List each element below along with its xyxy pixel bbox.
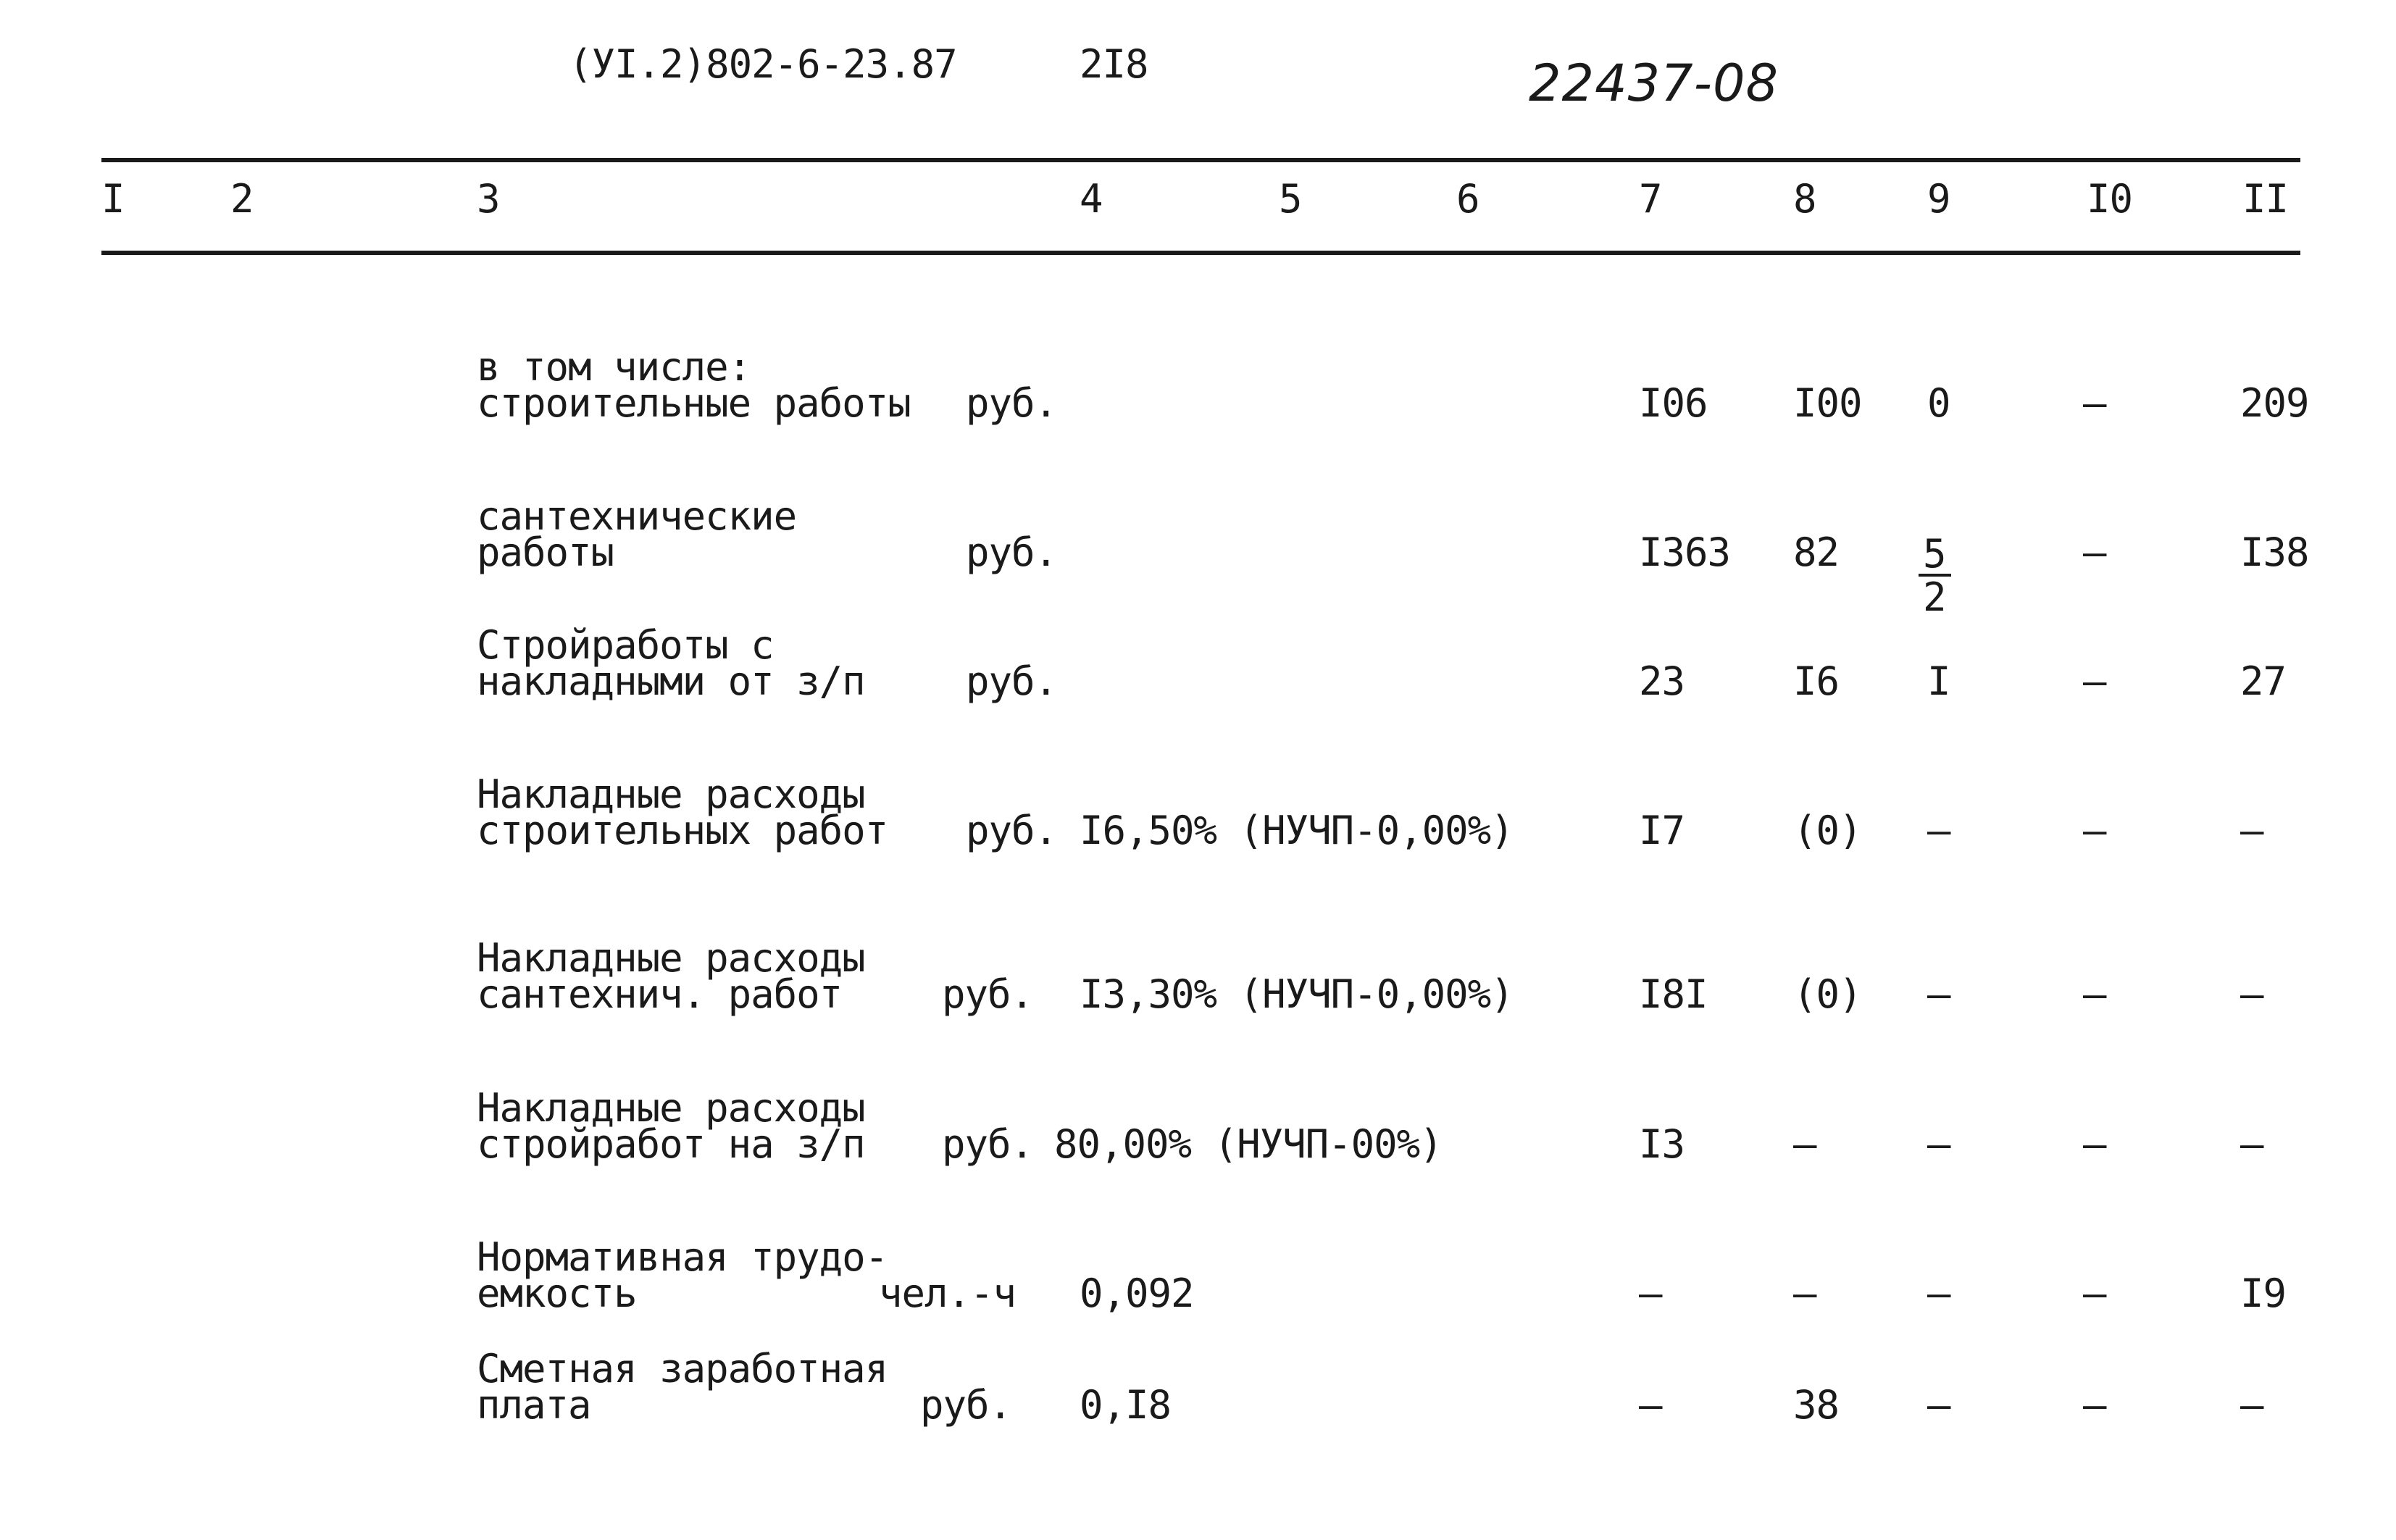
archive-number: 22437-08 — [1529, 54, 1779, 113]
row-rate: I3,30% (НУЧП-0,00%) — [1080, 971, 1514, 1017]
column-header-1: I — [101, 176, 125, 222]
table-top-rule — [101, 158, 2300, 162]
row-unit: руб. — [966, 530, 1058, 575]
row-unit: руб. — [966, 658, 1058, 704]
cell-col8: – — [1793, 1271, 1816, 1316]
row-unit: чел.-ч — [879, 1271, 1017, 1316]
cell-col8: (0) — [1793, 808, 1862, 853]
row-label-line-2: емкость — [477, 1271, 637, 1316]
row-label-line-1: Нормативная трудо- — [477, 1234, 888, 1280]
row-label-line-2: стройработ на з/п — [477, 1121, 865, 1167]
cell-col7: – — [1639, 1271, 1662, 1316]
row-rate: 0,I8 — [1080, 1382, 1172, 1428]
row-rate: I6,50% (НУЧП-0,00%) — [1080, 808, 1514, 853]
fraction-denominator: 2 — [1923, 574, 1947, 620]
cell-col11: – — [2240, 808, 2263, 853]
column-header-6: 6 — [1456, 176, 1479, 222]
cell-col11: – — [2240, 1382, 2263, 1428]
page-number: 2I8 — [1080, 41, 1148, 87]
row-label-line-2: строительных работ — [477, 808, 888, 853]
cell-col7: I3 — [1639, 1121, 1685, 1167]
column-header-11: II — [2242, 176, 2289, 222]
cell-col9: – — [1927, 1271, 1950, 1316]
column-header-8: 8 — [1793, 176, 1816, 222]
cell-col7: I06 — [1639, 380, 1708, 426]
cell-col10: – — [2083, 1121, 2106, 1167]
cell-col9: – — [1927, 1382, 1950, 1428]
column-header-10: I0 — [2087, 176, 2133, 222]
cell-col11: I9 — [2240, 1271, 2287, 1316]
cell-col8: 82 — [1793, 530, 1840, 575]
cell-col8: 38 — [1793, 1382, 1840, 1428]
row-label-line-1: Накладные расходы — [477, 771, 865, 817]
row-unit: руб. — [942, 1121, 1034, 1167]
fraction-numerator: 5 — [1919, 535, 1951, 577]
row-unit: руб. — [966, 380, 1058, 426]
cell-col10: – — [2083, 1382, 2106, 1428]
column-header-7: 7 — [1639, 176, 1662, 222]
cell-col11: – — [2240, 1121, 2263, 1167]
cell-col9: I — [1927, 658, 1950, 704]
row-label-line-1: в том числе: — [477, 344, 751, 390]
cell-col7: 23 — [1639, 658, 1685, 704]
cell-col8: I6 — [1793, 658, 1840, 704]
cell-col7: I7 — [1639, 808, 1685, 853]
row-label-line-1: Накладные расходы — [477, 935, 865, 981]
row-unit: руб. — [942, 971, 1034, 1017]
cell-col9: – — [1927, 808, 1950, 853]
row-label-line-1: Накладные расходы — [477, 1085, 865, 1131]
cell-col10: – — [2083, 380, 2106, 426]
column-header-9: 9 — [1927, 176, 1950, 222]
row-label-line-2: плата — [477, 1382, 591, 1428]
row-rate: 80,00% (НУЧП-00%) — [1054, 1121, 1443, 1167]
row-label-line-2: строительные работы — [477, 380, 911, 426]
row-unit: руб. — [920, 1382, 1012, 1428]
column-header-2: 2 — [230, 176, 254, 222]
row-label-line-1: сантехнические — [477, 493, 797, 539]
cell-col7: I363 — [1639, 530, 1731, 575]
table-header-rule — [101, 251, 2300, 255]
document-code: (УI.2)802-6-23.87 — [569, 41, 957, 87]
cell-col9: – — [1927, 1121, 1950, 1167]
row-label-line-2: работы — [477, 530, 614, 575]
cell-col11: 27 — [2240, 658, 2287, 704]
cell-col10: – — [2083, 530, 2106, 575]
column-header-4: 4 — [1080, 176, 1103, 222]
row-rate: 0,092 — [1080, 1271, 1194, 1316]
column-header-3: 3 — [477, 176, 500, 222]
cell-col7: I8I — [1639, 971, 1708, 1017]
column-header-5: 5 — [1279, 176, 1302, 222]
cell-col11: 209 — [2240, 380, 2309, 426]
cell-col11: I38 — [2240, 530, 2309, 575]
cell-col9: 0 — [1927, 380, 1950, 426]
cell-col10: – — [2083, 808, 2106, 853]
cell-col8: I00 — [1793, 380, 1862, 426]
cell-col10: – — [2083, 971, 2106, 1017]
cell-col7: – — [1639, 1382, 1662, 1428]
row-unit: руб. — [966, 808, 1058, 853]
row-label-line-1: Сметная заработная — [477, 1346, 888, 1392]
row-label-line-1: Стройработы с — [477, 622, 774, 668]
row-label-line-2: накладными от з/п — [477, 658, 865, 704]
cell-col9: – — [1927, 971, 1950, 1017]
cell-col8: (0) — [1793, 971, 1862, 1017]
cell-col11: – — [2240, 971, 2263, 1017]
cell-col9-fraction — [1919, 531, 1951, 620]
cell-col8: – — [1793, 1121, 1816, 1167]
cell-col10: – — [2083, 658, 2106, 704]
cell-col10: – — [2083, 1271, 2106, 1316]
row-label-line-2: сантехнич. работ — [477, 971, 843, 1017]
